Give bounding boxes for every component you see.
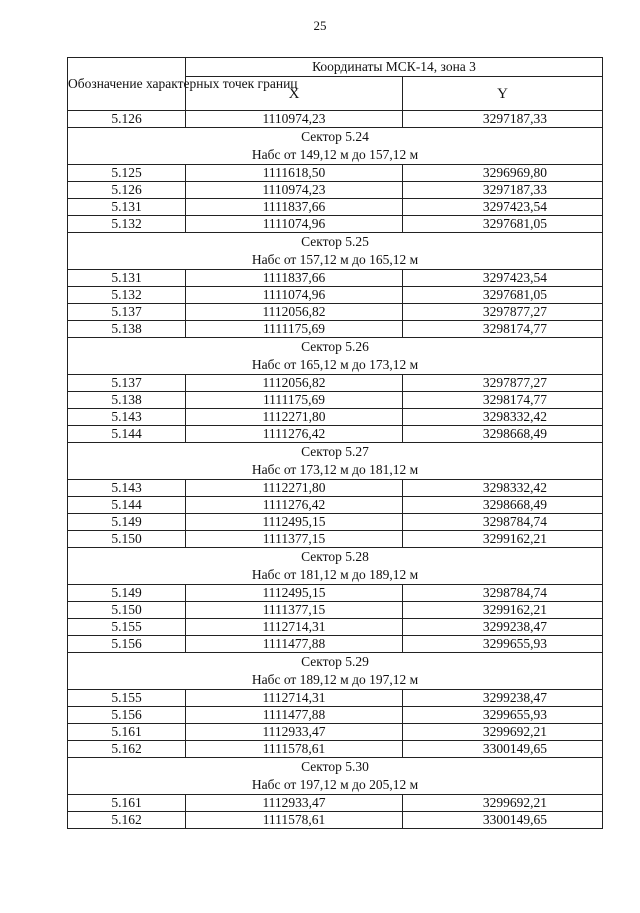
coord-x: 1111175,69 xyxy=(186,321,403,338)
point-designation: 5.137 xyxy=(68,304,186,321)
sector-title: Сектор 5.25 xyxy=(301,234,369,249)
sector-heading xyxy=(68,653,603,690)
coord-y: 3297187,33 xyxy=(403,111,603,128)
coord-y: 3298668,49 xyxy=(403,426,603,443)
sector-row xyxy=(68,233,603,270)
coord-x: 1112495,15 xyxy=(186,514,403,531)
coord-y: 3298784,74 xyxy=(403,585,603,602)
coord-x: 1111074,96 xyxy=(186,287,403,304)
sector-title: Сектор 5.24 xyxy=(301,129,369,144)
table-row xyxy=(68,270,603,287)
point-designation: 5.132 xyxy=(68,287,186,304)
coord-y: 3297877,27 xyxy=(403,375,603,392)
table-row xyxy=(68,304,603,321)
coord-x: 1111837,66 xyxy=(186,270,403,287)
coord-y: 3299162,21 xyxy=(403,602,603,619)
point-designation: 5.162 xyxy=(68,741,186,758)
point-designation: 5.131 xyxy=(68,199,186,216)
header-point-designation: Обозначение характерных точек границ xyxy=(68,58,186,111)
table-row xyxy=(68,514,603,531)
coordinates-table xyxy=(67,57,603,829)
point-designation: 5.137 xyxy=(68,375,186,392)
table-row xyxy=(68,585,603,602)
table-row xyxy=(68,111,603,128)
table-row xyxy=(68,216,603,233)
table-row xyxy=(68,321,603,338)
sector-row xyxy=(68,128,603,165)
coord-x: 1111175,69 xyxy=(186,392,403,409)
coord-y: 3300149,65 xyxy=(403,741,603,758)
sector-height-range: Набс от 173,12 м до 181,12 м xyxy=(251,462,419,477)
point-designation: 5.144 xyxy=(68,497,186,514)
table-row xyxy=(68,287,603,304)
point-designation: 5.161 xyxy=(68,724,186,741)
table-row xyxy=(68,690,603,707)
table-row xyxy=(68,602,603,619)
coord-x: 1110974,23 xyxy=(186,182,403,199)
coord-y: 3298174,77 xyxy=(403,392,603,409)
coord-x: 1111477,88 xyxy=(186,636,403,653)
coord-x: 1112714,31 xyxy=(186,690,403,707)
point-designation: 5.132 xyxy=(68,216,186,233)
table-row xyxy=(68,497,603,514)
header-x: X xyxy=(186,77,403,111)
coord-x: 1112056,82 xyxy=(186,375,403,392)
sector-title: Сектор 5.27 xyxy=(301,444,369,459)
point-designation: 5.138 xyxy=(68,392,186,409)
point-designation: 5.155 xyxy=(68,619,186,636)
sector-height-range: Набс от 157,12 м до 165,12 м xyxy=(251,252,419,267)
sector-row xyxy=(68,758,603,795)
point-designation: 5.156 xyxy=(68,707,186,724)
sector-heading xyxy=(68,233,603,270)
coord-x: 1111377,15 xyxy=(186,602,403,619)
coord-y: 3297877,27 xyxy=(403,304,603,321)
coord-x: 1112933,47 xyxy=(186,795,403,812)
table-row xyxy=(68,795,603,812)
sector-height-range: Набс от 189,12 м до 197,12 м xyxy=(251,672,419,687)
point-designation: 5.131 xyxy=(68,270,186,287)
table-row xyxy=(68,707,603,724)
coord-y: 3296969,80 xyxy=(403,165,603,182)
coord-y: 3298668,49 xyxy=(403,497,603,514)
table-row xyxy=(68,724,603,741)
coord-x: 1111276,42 xyxy=(186,497,403,514)
point-designation: 5.161 xyxy=(68,795,186,812)
sector-heading xyxy=(68,128,603,165)
header-coordinates-title: Координаты МСК-14, зона 3 xyxy=(186,58,603,77)
table-row xyxy=(68,480,603,497)
point-designation: 5.162 xyxy=(68,812,186,829)
point-designation: 5.155 xyxy=(68,690,186,707)
table-row xyxy=(68,741,603,758)
header-y: Y xyxy=(403,77,603,111)
coord-x: 1111477,88 xyxy=(186,707,403,724)
table-row xyxy=(68,636,603,653)
point-designation: 5.143 xyxy=(68,409,186,426)
sector-title: Сектор 5.30 xyxy=(301,759,369,774)
sector-title: Сектор 5.29 xyxy=(301,654,369,669)
table-body xyxy=(68,111,603,829)
coord-y: 3297681,05 xyxy=(403,287,603,304)
coord-y: 3298784,74 xyxy=(403,514,603,531)
sector-heading xyxy=(68,338,603,375)
coord-y: 3297423,54 xyxy=(403,199,603,216)
sector-title: Сектор 5.28 xyxy=(301,549,369,564)
coord-x: 1111618,50 xyxy=(186,165,403,182)
sector-height-range: Набс от 165,12 м до 173,12 м xyxy=(251,357,419,372)
table-row xyxy=(68,812,603,829)
table-row xyxy=(68,165,603,182)
coord-y: 3299238,47 xyxy=(403,690,603,707)
sector-row xyxy=(68,338,603,375)
coord-y: 3298174,77 xyxy=(403,321,603,338)
table-row xyxy=(68,531,603,548)
coord-y: 3299238,47 xyxy=(403,619,603,636)
coord-y: 3299655,93 xyxy=(403,707,603,724)
page-number: 25 xyxy=(313,18,327,33)
point-designation: 5.125 xyxy=(68,165,186,182)
sector-heading xyxy=(68,548,603,585)
sector-height-range: Набс от 181,12 м до 189,12 м xyxy=(251,567,419,582)
table-row xyxy=(68,392,603,409)
point-designation: 5.126 xyxy=(68,111,186,128)
coord-y: 3297423,54 xyxy=(403,270,603,287)
sector-row xyxy=(68,548,603,585)
coord-y: 3299162,21 xyxy=(403,531,603,548)
coord-y: 3299692,21 xyxy=(403,724,603,741)
coord-y: 3298332,42 xyxy=(403,409,603,426)
coord-y: 3299692,21 xyxy=(403,795,603,812)
coord-y: 3299655,93 xyxy=(403,636,603,653)
sector-height-range: Набс от 197,12 м до 205,12 м xyxy=(251,777,419,792)
sector-heading xyxy=(68,758,603,795)
point-designation: 5.156 xyxy=(68,636,186,653)
coord-x: 1111837,66 xyxy=(186,199,403,216)
coord-x: 1111276,42 xyxy=(186,426,403,443)
table-row xyxy=(68,199,603,216)
point-designation: 5.149 xyxy=(68,585,186,602)
table-row xyxy=(68,409,603,426)
sector-title: Сектор 5.26 xyxy=(301,339,369,354)
coord-x: 1111074,96 xyxy=(186,216,403,233)
coord-x: 1112933,47 xyxy=(186,724,403,741)
coord-x: 1110974,23 xyxy=(186,111,403,128)
coord-x: 1111578,61 xyxy=(186,741,403,758)
point-designation: 5.126 xyxy=(68,182,186,199)
sector-row xyxy=(68,653,603,690)
point-designation: 5.150 xyxy=(68,531,186,548)
sector-height-range: Набс от 149,12 м до 157,12 м xyxy=(251,147,419,162)
coord-y: 3297187,33 xyxy=(403,182,603,199)
sector-row xyxy=(68,443,603,480)
point-designation: 5.150 xyxy=(68,602,186,619)
coord-x: 1112056,82 xyxy=(186,304,403,321)
coord-y: 3300149,65 xyxy=(403,812,603,829)
coord-x: 1112271,80 xyxy=(186,480,403,497)
point-designation: 5.144 xyxy=(68,426,186,443)
table-row xyxy=(68,619,603,636)
table-row xyxy=(68,375,603,392)
coord-y: 3297681,05 xyxy=(403,216,603,233)
coord-x: 1112714,31 xyxy=(186,619,403,636)
table-row xyxy=(68,182,603,199)
coord-x: 1111377,15 xyxy=(186,531,403,548)
point-designation: 5.143 xyxy=(68,480,186,497)
coord-x: 1111578,61 xyxy=(186,812,403,829)
point-designation: 5.149 xyxy=(68,514,186,531)
sector-heading xyxy=(68,443,603,480)
coord-y: 3298332,42 xyxy=(403,480,603,497)
coord-x: 1112495,15 xyxy=(186,585,403,602)
table-row xyxy=(68,426,603,443)
coord-x: 1112271,80 xyxy=(186,409,403,426)
point-designation: 5.138 xyxy=(68,321,186,338)
